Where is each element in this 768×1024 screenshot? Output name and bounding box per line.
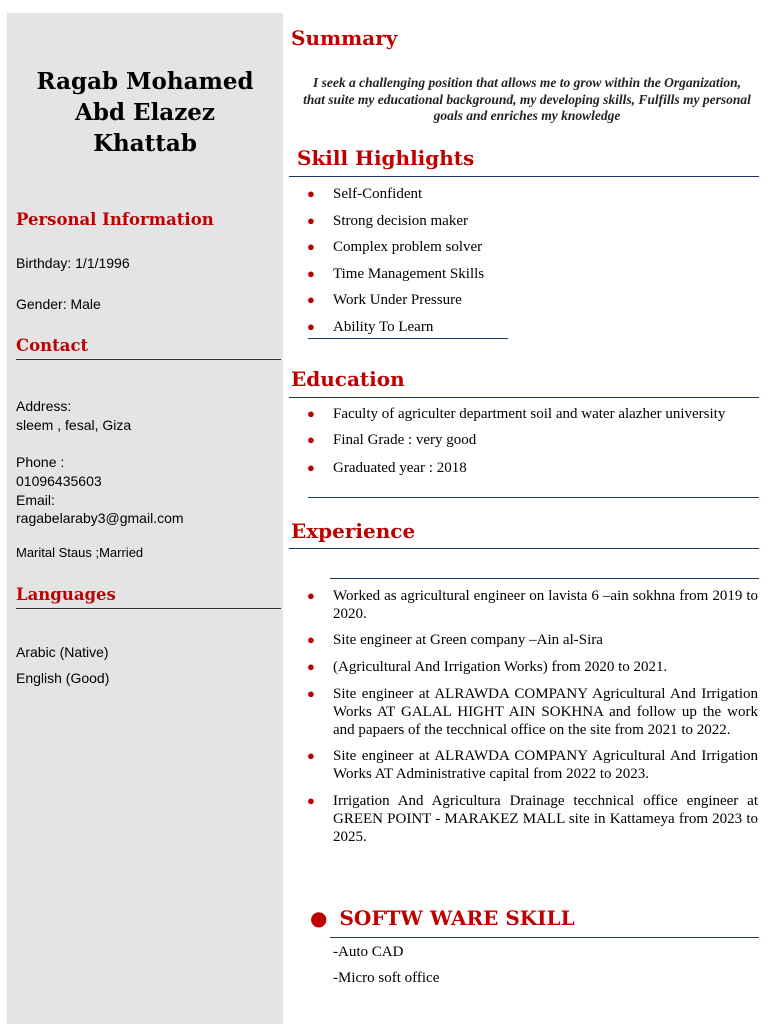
name-line: Khattab: [93, 130, 197, 157]
list-item: ● Final Grade : very good: [307, 432, 477, 448]
bullet-icon: ●: [307, 239, 315, 254]
experience-list: [291, 587, 758, 846]
bullet-icon: ●: [307, 460, 315, 475]
contact-heading: Contact: [16, 336, 89, 355]
skills-divider: [289, 176, 759, 177]
summary-text: I seek a challenging position that allows me to grow within the Organization, that suite my educational background, my developing skills, Fulfills my personal goals and enriches my knowledge: [303, 75, 751, 123]
bullet-icon: ●: [307, 318, 315, 334]
bullet-icon: ●: [310, 906, 328, 930]
bullet-icon: ●: [307, 793, 315, 808]
skills-heading: Skill Highlights: [297, 146, 475, 170]
languages-heading: Languages: [16, 585, 116, 604]
bullet-icon: ●: [307, 265, 315, 281]
list-item: ● Worked as agricultural engineer on lavista 6 –ain sokhna from 2019 to 2020.: [307, 588, 758, 622]
bullet-icon: ●: [307, 686, 315, 701]
candidate-name: [7, 66, 283, 159]
contact-divider: [16, 359, 281, 360]
list-item: ● Site engineer at ALRAWDA COMPANY Agricultural And Irrigation Works AT Administrative capital from 2022 to 2023.: [307, 748, 758, 782]
bullet-icon: ●: [307, 659, 315, 674]
gender-text: Gender: Male: [16, 296, 101, 312]
marital-status: Marital Staus ;Married: [16, 545, 144, 560]
bullet-icon: ●: [307, 748, 315, 763]
email-label: Email:: [16, 492, 55, 508]
education-heading: Education: [291, 367, 405, 391]
list-item: ● Ability To Learn: [307, 318, 434, 335]
birthday-text: Birthday: 1/1/1996: [16, 255, 130, 271]
education-end-divider: [308, 497, 759, 498]
list-item: ● Site engineer at ALRAWDA COMPANY Agricultural And Irrigation Works AT GALAL HIGHT AIN SOKHNA and follow up the work and papaers of the tecchnical office on the site from 2021 to 2022.: [307, 686, 758, 738]
experience-subdivider: [330, 578, 759, 579]
bullet-icon: ●: [307, 406, 315, 421]
software-divider: [330, 937, 759, 938]
personal-info-heading: Personal Information: [16, 210, 214, 229]
software-item: -Micro soft office: [333, 970, 440, 986]
name-line: Abd Elazez: [75, 99, 215, 126]
bullet-icon: ●: [307, 588, 315, 603]
skills-list: [291, 185, 761, 336]
education-divider: [289, 397, 759, 398]
list-item: ● Graduated year : 2018: [307, 460, 467, 476]
experience-divider: [289, 548, 759, 549]
software-item: -Auto CAD: [333, 944, 404, 960]
bullet-icon: ●: [307, 186, 315, 201]
list-item: ● (Agricultural And Irrigation Works) from 2020 to 2021.: [307, 659, 668, 675]
education-list: [291, 405, 758, 477]
list-item: ● Site engineer at Green company –Ain al-Sira: [307, 632, 603, 648]
list-item: ● Faculty of agriculter department soil and water alazher university: [307, 406, 726, 422]
bullet-icon: ●: [307, 212, 315, 228]
software-heading: ● SOFTW WARE SKILL: [310, 906, 575, 930]
languages-divider: [16, 608, 281, 609]
summary-heading: Summary: [291, 26, 398, 50]
experience-heading: Experience: [291, 519, 416, 543]
list-item: ● Self-Confident: [307, 186, 423, 202]
list-item: ● Time Management Skills: [307, 265, 485, 282]
name-line: Ragab Mohamed: [36, 68, 254, 95]
list-item: ● Strong decision maker: [307, 212, 468, 229]
bullet-icon: ●: [307, 432, 315, 447]
email-value[interactable]: ragabelaraby3@gmail.com: [16, 510, 184, 526]
bullet-icon: ●: [307, 632, 315, 647]
address-value: sleem , fesal, Giza: [16, 417, 132, 433]
sidebar: [7, 13, 283, 1024]
list-item: ● Work Under Pressure: [307, 292, 462, 308]
language-item: Arabic (Native): [16, 644, 109, 660]
address-label: Address:: [16, 398, 72, 414]
list-item: ● Irrigation And Agricultura Drainage tecchnical office engineer at GREEN POINT - MARAKEZ MALL site in Kattameya from 2023 to 2025.: [307, 793, 758, 845]
skills-end-divider: [308, 338, 508, 339]
phone-value: 01096435603: [16, 473, 102, 489]
list-item: ● Complex problem solver: [307, 239, 483, 255]
phone-label: Phone :: [16, 454, 65, 470]
bullet-icon: ●: [307, 292, 315, 307]
language-item: English (Good): [16, 670, 110, 686]
